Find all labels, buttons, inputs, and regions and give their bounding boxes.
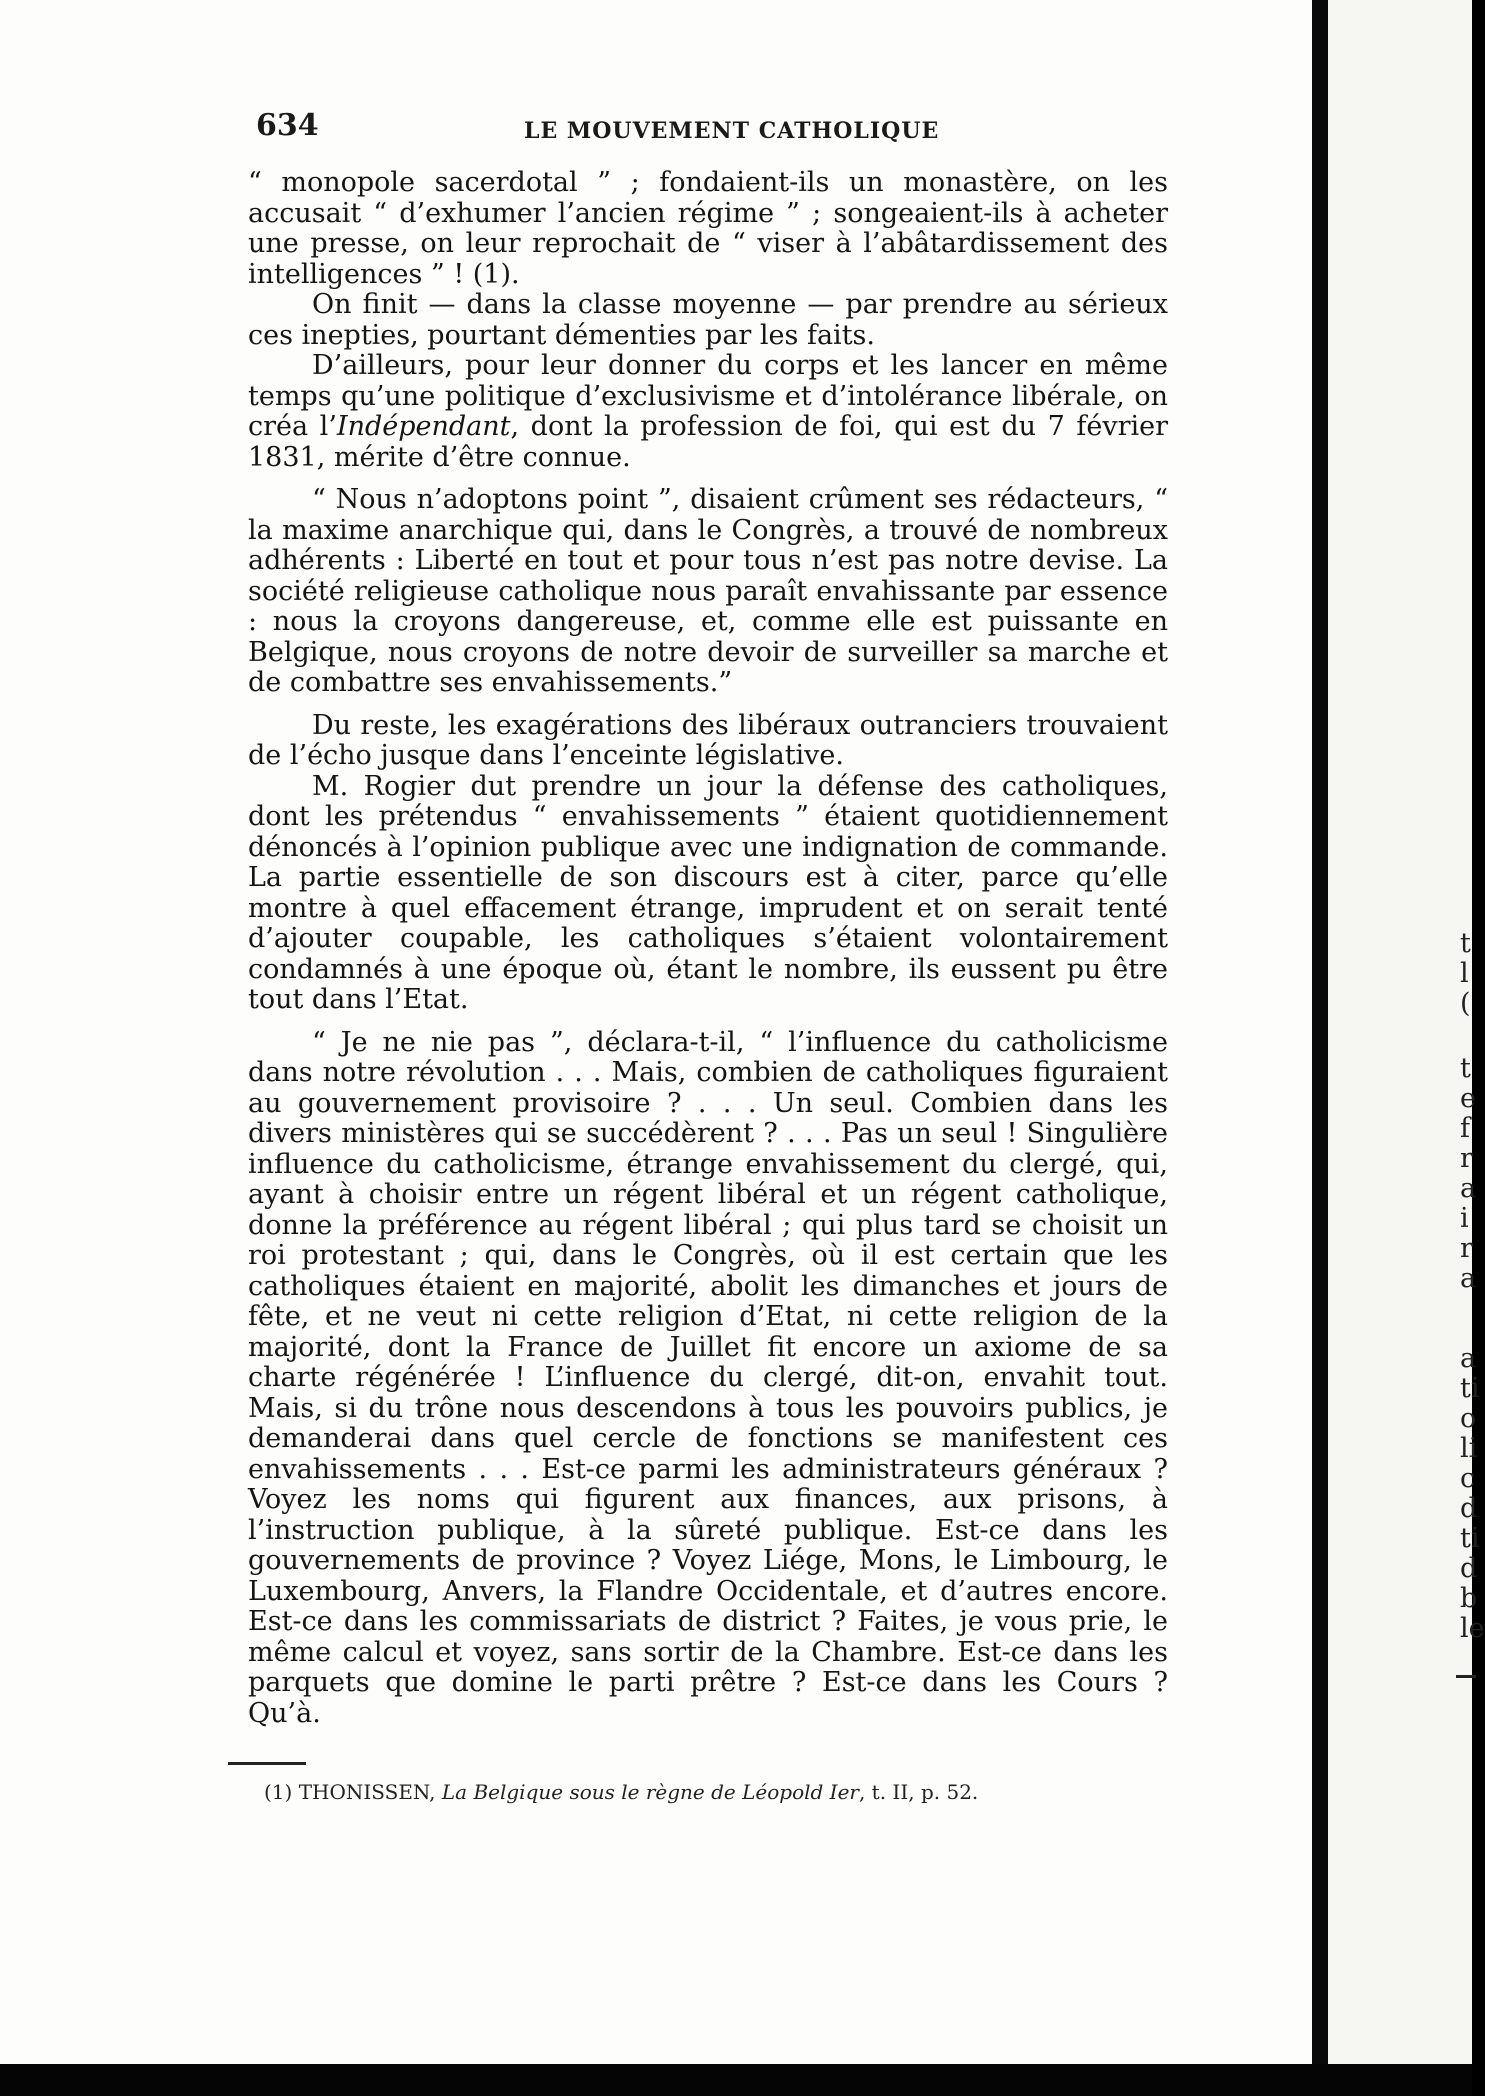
facing-letter: o: [1460, 1403, 1477, 1434]
facing-letter: le: [1460, 1613, 1485, 1644]
body-text: [248, 168, 1168, 1729]
facing-letter: a: [1460, 1343, 1477, 1374]
facing-letter: e: [1460, 1083, 1476, 1114]
facing-letter: ti: [1460, 1373, 1480, 1404]
quote-independant: “ Nous n’adoptons point ”, disaient crûment ses rédacteurs, “ la maxime anarchique qui, dans le Congrès, a trouvé de nombreux adhérents : Liberté en tout et pour tous n’est pas notre devise. La société religieuse catholique nous paraît envahissante par essence : nous la croyons dangereuse, et, comme elle est puissante en Belgique, nous croyons de notre devoir de surveiller sa marche et de combattre ses envahissements.”: [248, 484, 1168, 698]
facing-letter: (: [1460, 988, 1471, 1019]
facing-letter: r: [1460, 1143, 1473, 1174]
running-title: LE MOUVEMENT CATHOLIQUE: [524, 118, 940, 144]
facing-letter: i: [1460, 1203, 1469, 1234]
footnote-marker: (1): [264, 1780, 293, 1804]
footnote: [264, 1780, 1124, 1804]
paragraph-3-tail: , dont la profession de foi, qui est du 7 février 1831, mérite d’être connue.: [248, 411, 1168, 473]
facing-letter: t: [1460, 1053, 1471, 1084]
facing-letter: ti: [1460, 1523, 1480, 1554]
independant-title: Indépendant: [336, 411, 511, 442]
paragraph-1: “ monopole sacerdotal ” ; fondaient-ils un monastère, on les accusait “ d’exhumer l’ancien régime ” ; songeaient-ils à acheter une presse, on leur reprochait de “ viser à l’abâtardissement des intelligences ” ! (1).: [248, 167, 1168, 290]
paragraph-2: On finit — dans la classe moyenne — par prendre au sérieux ces inepties, pourtant démenties par les faits.: [248, 289, 1168, 351]
facing-letter: r: [1460, 1233, 1473, 1264]
facing-letter: f: [1460, 1113, 1470, 1144]
facing-page: [1328, 0, 1485, 2064]
facing-letter: a: [1460, 1263, 1477, 1294]
footnote-ref: , t. II, p. 52.: [858, 1780, 979, 1804]
scan-border: [0, 2064, 1472, 2096]
facing-letter: c: [1460, 1463, 1476, 1494]
paragraph-3-text: D’ailleurs, pour leur donner du corps et les lancer en même temps qu’une politique d’exclusivisme et d’intolérance libérale, on créa l’: [248, 350, 1168, 442]
facing-letter: a: [1460, 1173, 1477, 1204]
facing-letter: t: [1460, 928, 1471, 959]
paragraph-4: Du reste, les exagérations des libéraux outranciers trouvaient de l’écho jusque dans l’enceinte législative.: [248, 709, 1168, 771]
facing-letter: li: [1460, 1433, 1478, 1464]
facing-footnote-rule: [1456, 1675, 1476, 1678]
paragraph-5: M. Rogier dut prendre un jour la défense des catholiques, dont les prétendus “ envahissements ” étaient quotidiennement dénoncés à l’opinion publique avec une indignation de commande. La partie essentielle de son discours est à citer, parce qu’elle montre à quel effacement étrange, imprudent et on serait tenté d’ajouter coupable, les catholiques s’étaient volontairement condamnés à une époque où, étant le nombre, ils eussent pu être tout dans l’Etat.: [248, 770, 1168, 1015]
footnote-title: La Belgique sous le règne de Léopold Ier: [441, 1780, 859, 1804]
facing-letter: d: [1460, 1493, 1478, 1524]
facing-letter: l: [1460, 958, 1469, 989]
paragraph-3: [248, 351, 1168, 473]
footnote-author: THONISSEN,: [298, 1780, 436, 1804]
footnote-rule: [228, 1762, 306, 1765]
facing-page-letters: [1328, 0, 1485, 2064]
page-number: 634: [256, 108, 319, 143]
page-gutter: [1312, 0, 1328, 2096]
facing-letter: b: [1460, 1583, 1478, 1614]
facing-letter: d: [1460, 1553, 1478, 1584]
quote-rogier: “ Je ne nie pas ”, déclara-t-il, “ l’influence du catholicisme dans notre révolution . . . Mais, combien de catholiques figuraient au gouvernement provisoire ? . . . Un seul. Combien dans les divers ministères qui se succédèrent ? . . . Pas un seul ! Singulière influence du catholicisme, étrange envahissement du clergé, qui, ayant à choisir entre un régent libéral et un régent catholique, donne la préférence au régent libéral ; qui plus tard se choisit un roi protestant ; qui, dans le Congrès, où il est certain que les catholiques étaient en majorité, abolit les dimanches et jours de fête, et ne veut ni cette religion d’Etat, ni cette religion de la majorité, dont la France de Juillet fit encore un axiome de sa charte régénérée ! L’influence du clergé, dit-on, envahit tout. Mais, si du trône nous descendons à tous les pouvoirs publics, je demanderai dans quel cercle de fonctions se manifestent ces envahissements . . . Est-ce parmi les administrateurs généraux ? Voyez les noms qui figurent aux finances, aux prisons, à l’instruction publique, à la sûreté publique. Est-ce dans les gouvernements de province ? Voyez Liége, Mons, le Limbourg, le Luxembourg, Anvers, la Flandre Occidentale, et d’autres encore. Est-ce dans les commissariats de district ? Faites, je vous prie, le même calcul et voyez, sans sortir de la Chambre. Est-ce dans les parquets que domine le parti prêtre ? Est-ce dans les Cours ? Qu’à.: [248, 1026, 1168, 1729]
